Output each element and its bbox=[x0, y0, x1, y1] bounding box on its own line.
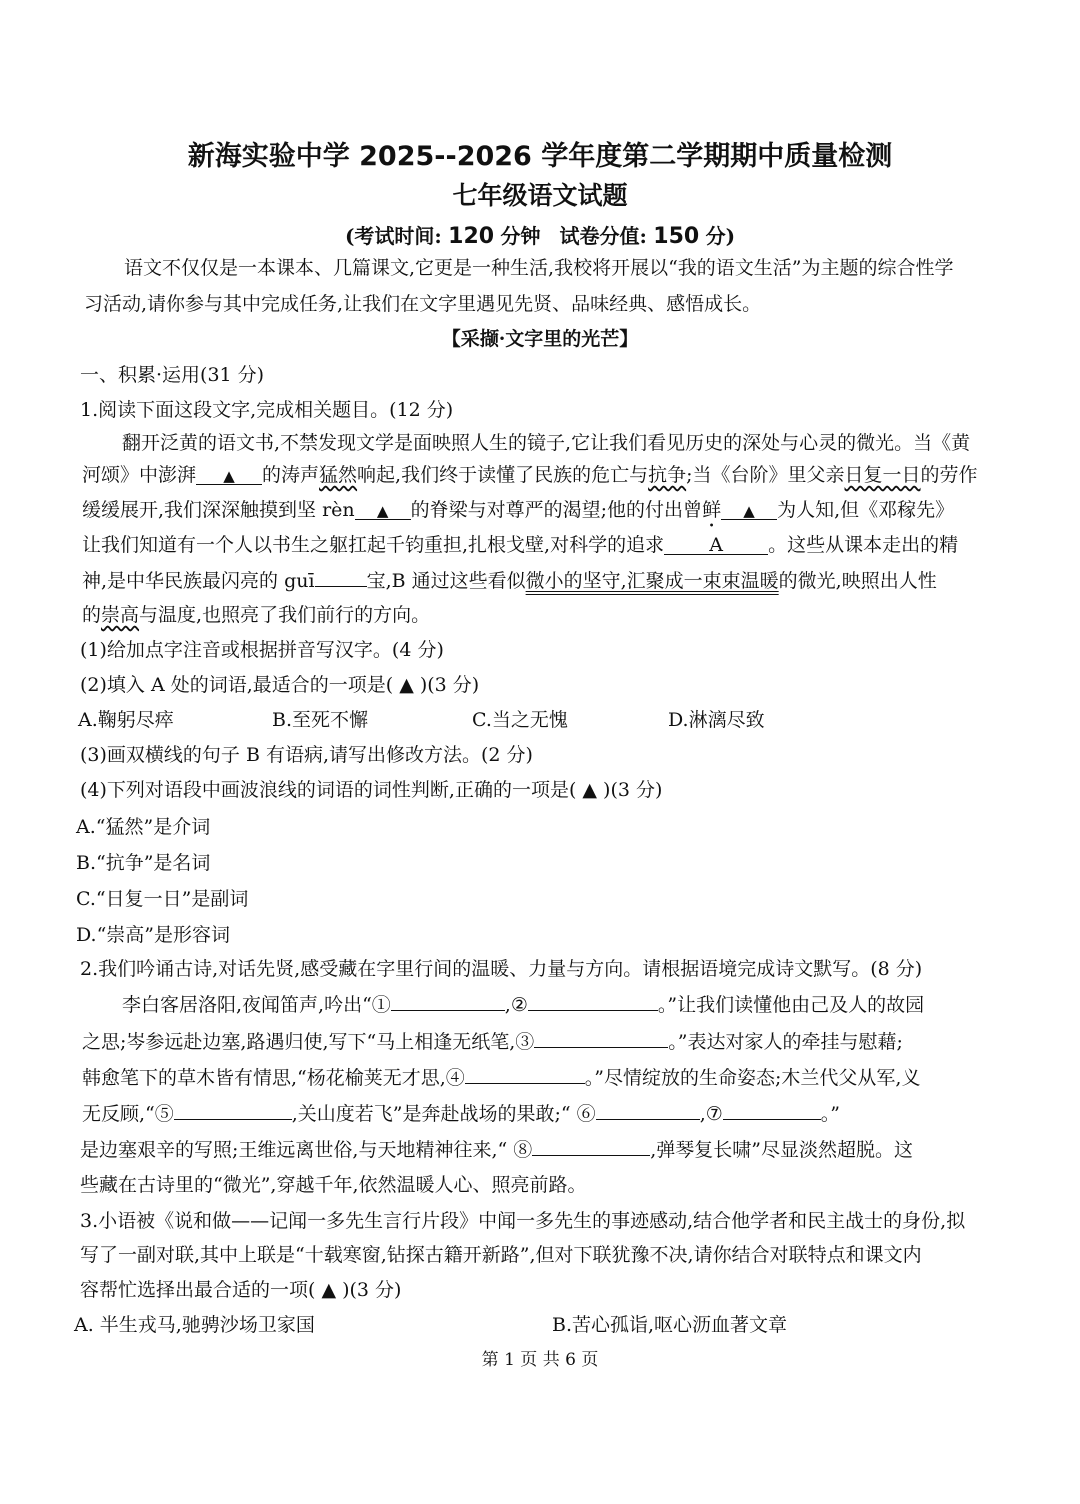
q2-line-5: 是边塞艰辛的写照;王维远离世俗,与天地精神往来,“ ⑧ ,弹琴复长啸”尽显淡然超脱。这 bbox=[80, 1139, 914, 1161]
q1-sub-1: (1)给加点字注音或根据拼音写汉字。(4 分) bbox=[80, 639, 444, 661]
double-underline-sentence-B: 微小的坚守,汇聚成一束束温暖 bbox=[525, 570, 779, 592]
poem-blank-6[interactable] bbox=[596, 1101, 700, 1120]
exam-score-value: 150 bbox=[653, 224, 700, 249]
q2-line-6: 些藏在古诗里的“微光”,穿越千年,依然温暖人心、照亮前路。 bbox=[80, 1174, 587, 1196]
q1-sub4-option-b[interactable]: B.“抗争”是名词 bbox=[76, 852, 211, 874]
blank-2[interactable]: ▲ bbox=[355, 501, 411, 520]
intro-line-1: 语文不仅仅是一本课本、几篇课文,它更是一种生活,我校将开展以“我的语文生活”为主题的综合性学 bbox=[124, 257, 954, 279]
part1-heading: 一、积累·运用(31 分) bbox=[80, 364, 265, 386]
poem-blank-5[interactable] bbox=[174, 1101, 292, 1120]
poem-blank-3[interactable] bbox=[534, 1029, 668, 1048]
q1-stem: 1.阅读下面这段文字,完成相关题目。(12 分) bbox=[80, 399, 454, 421]
q1-sub-2: (2)填入 A 处的词语,最适合的一项是( ▲ )(3 分) bbox=[80, 674, 480, 696]
q2-line-2: 之思;岑参远赴边塞,路遇归使,写下“马上相逢无纸笔,③ 。”表达对家人的牵挂与慰藉; bbox=[82, 1031, 903, 1053]
wavy-word-kangzheng: 抗争 bbox=[648, 464, 687, 486]
wavy-word-rifuyiri: 日复一日 bbox=[844, 464, 921, 486]
poem-blank-7[interactable] bbox=[723, 1101, 821, 1120]
exam-subtitle: 七年级语文试题 bbox=[452, 181, 628, 210]
q2-line-4: 无反顾,“⑤ ,关山度若飞”是奔赴战场的果敢;“ ⑥ ,⑦ 。” bbox=[82, 1103, 840, 1125]
q2-stem: 2.我们吟诵古诗,对话先贤,感受藏在字里行间的温暖、力量与方向。请根据语境完成诗文默写。(8 分) bbox=[80, 958, 923, 980]
q1-sub4-option-a[interactable]: A.“猛然”是介词 bbox=[76, 816, 211, 838]
q1-para-line-5: 神,是中华民族最闪亮的 guī 宝,B 通过这些看似微小的坚守,汇聚成一束束温暖的微光,映照出人性 bbox=[82, 570, 937, 592]
page-number: 第 1 页 共 6 页 bbox=[481, 1350, 599, 1370]
q1-sub4-option-c[interactable]: C.“日复一日”是副词 bbox=[76, 888, 249, 910]
blank-3[interactable]: ▲ bbox=[721, 501, 777, 520]
poem-blank-2[interactable] bbox=[528, 992, 658, 1011]
q1-option-c[interactable]: C.当之无愧 bbox=[472, 709, 568, 731]
blank-4[interactable] bbox=[315, 568, 367, 587]
q3-line-2: 写了一副对联,其中上联是“十载寒窗,钻探古籍开新路”,但对下联犹豫不决,请你结合对联特点和课文内 bbox=[80, 1244, 922, 1266]
q1-para-line-4: 让我们知道有一个人以书生之躯扛起千钧重担,扎根戈壁,对科学的追求 A 。这些从课本走出的精 bbox=[82, 534, 959, 556]
q2-line-1: 李白客居洛阳,夜闻笛声,吟出“① ,② 。”让我们读懂他由己及人的故园 bbox=[122, 994, 925, 1016]
q1-para-line-1: 翻开泛黄的语文书,不禁发现文学是面映照人生的镜子,它让我们看见历史的深处与心灵的微光。当《黄 bbox=[122, 432, 971, 454]
q1-option-d[interactable]: D.淋漓尽致 bbox=[668, 709, 765, 731]
q3-option-a[interactable]: A. 半生戎马,驰骋沙场卫家国 bbox=[74, 1314, 315, 1336]
blank-A[interactable]: A bbox=[664, 536, 768, 555]
q1-sub-3: (3)画双横线的句子 B 有语病,请写出修改方法。(2 分) bbox=[80, 744, 533, 766]
q1-sub-4: (4)下列对语段中画波浪线的词语的词性判断,正确的一项是( ▲ )(3 分) bbox=[80, 779, 663, 801]
q1-para-line-6: 的崇高与温度,也照亮了我们前行的方向。 bbox=[82, 604, 431, 626]
poem-blank-8[interactable] bbox=[532, 1137, 650, 1156]
exam-title: 新海实验中学 2025--2026 学年度第二学期期中质量检测 bbox=[187, 141, 893, 172]
q3-line-3: 容帮忙选择出最合适的一项( ▲ )(3 分) bbox=[80, 1279, 402, 1301]
poem-blank-1[interactable] bbox=[391, 992, 505, 1011]
q1-option-a[interactable]: A.鞠躬尽瘁 bbox=[78, 709, 174, 731]
wavy-word-chonggao: 崇高 bbox=[101, 604, 140, 626]
q2-line-3: 韩愈笔下的草木皆有情思,“杨花榆荚无才思,④ 。”尽情绽放的生命姿态;木兰代父从军,义 bbox=[82, 1067, 921, 1089]
section-banner: 【采撷·文字里的光芒】 bbox=[441, 328, 639, 350]
exam-time-value: 120 bbox=[448, 224, 495, 249]
q1-sub4-option-d[interactable]: D.“崇高”是形容词 bbox=[76, 924, 231, 946]
q1-option-b[interactable]: B.至死不懈 bbox=[272, 709, 369, 731]
exam-meta: (考试时间: 120 分钟 试卷分值: 150 分) bbox=[344, 224, 736, 249]
blank-1[interactable]: ▲ bbox=[196, 466, 262, 485]
dotted-char-xian: 鲜 bbox=[702, 499, 722, 521]
intro-line-2: 习活动,请你参与其中完成任务,让我们在文字里遇见先贤、品味经典、感悟成长。 bbox=[84, 293, 762, 315]
q3-line-1: 3.小语被《说和做——记闻一多先生言行片段》中闻一多先生的事迹感动,结合他学者和民主战士的身份,拟 bbox=[80, 1210, 966, 1232]
q3-option-b[interactable]: B.苦心孤诣,呕心沥血著文章 bbox=[552, 1314, 788, 1336]
q1-para-line-2: 河颂》中澎湃 ▲ 的涛声猛然响起,我们终于读懂了民族的危亡与抗争;当《台阶》里父亲日复一日的劳作 bbox=[82, 464, 978, 486]
wavy-word-mengran: 猛然 bbox=[319, 464, 358, 486]
q1-para-line-3: 缓缓展开,我们深深触摸到坚 rèn ▲ 的脊梁与对尊严的渴望;他的付出曾鲜 ▲ 为人知,但《邓稼先》 bbox=[82, 499, 955, 521]
poem-blank-4[interactable] bbox=[465, 1065, 585, 1084]
